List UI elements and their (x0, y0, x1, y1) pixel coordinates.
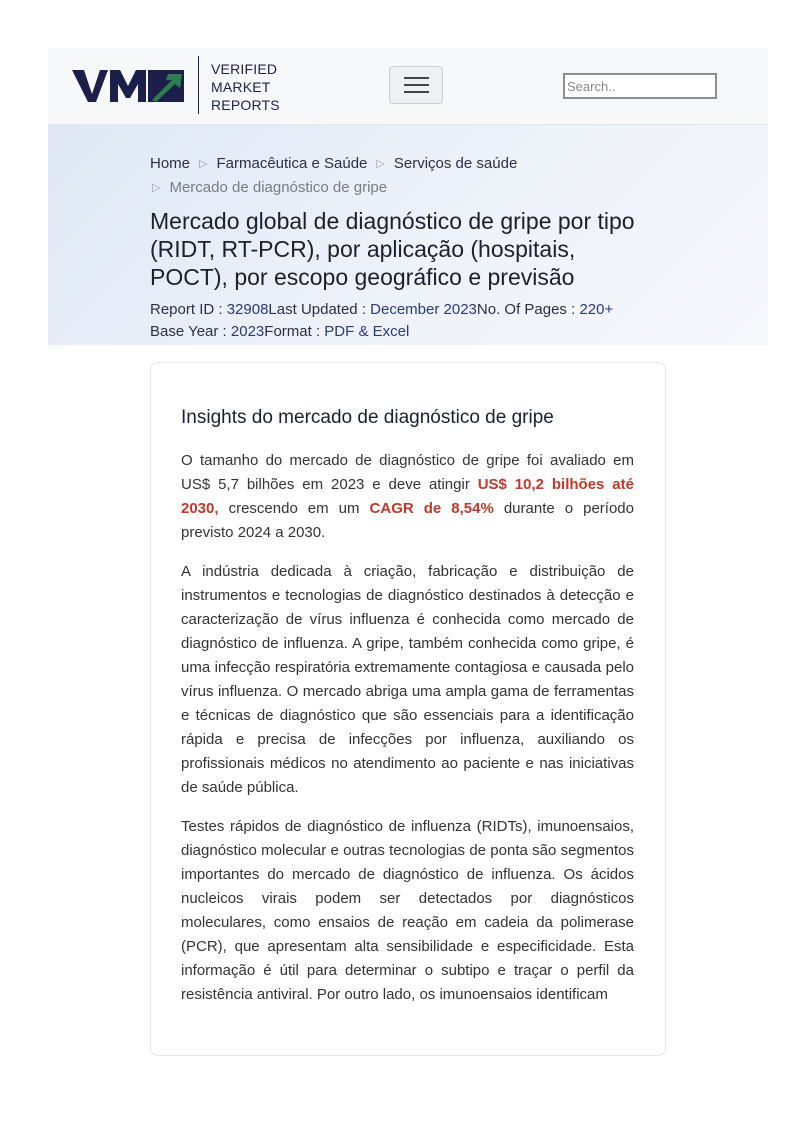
breadcrumb-home-link[interactable]: Home (150, 154, 191, 172)
logo-divider (198, 56, 199, 114)
site-header (48, 48, 768, 125)
brand-name-line1: VERIFIED (211, 61, 278, 77)
breadcrumb-current: Mercado de diagnóstico de gripe (169, 178, 388, 196)
search-input[interactable] (563, 73, 717, 99)
hamburger-icon-bar-bottom (404, 91, 429, 93)
cagr-highlight: CAGR de 8,54% (369, 500, 494, 517)
chevron-right-icon: ▷ (199, 157, 208, 170)
last-updated-label: Last Updated : (268, 301, 371, 318)
insights-paragraph-1 (181, 449, 634, 545)
breadcrumb-pharma-link[interactable]: Farmacêutica e Saúde (216, 154, 368, 172)
insights-p1-text-b: crescendo em um (218, 500, 370, 517)
vmr-logo[interactable] (72, 66, 184, 106)
insights-p1-text-c: durante o período previsto 2024 a 2030. (181, 500, 634, 541)
insights-content (181, 449, 634, 1022)
insights-paragraph-3: Testes rápidos de diagnóstico de influenza (RIDTs), imunoensaios, diagnóstico molecular e outras tecnologias de ponta são segmentos importantes do mercado de diagnóstico de influenza. Os ácidos nucleicos virais podem ser detectados por diagnósticos moleculares, como ensaios de reação em cadeia da polimerase (PCR), que apresentam alta sensibilidade e especificidade. Esta informação é útil para determinar o subtipo e traçar o perfil da resistência antiviral. Por outro lado, os imunoensaios identificam (181, 818, 634, 1003)
format-value: PDF & Excel (324, 323, 410, 340)
menu-toggle-button[interactable] (389, 66, 443, 104)
breadcrumb-health-services-link[interactable]: Serviços de saúde (393, 154, 518, 172)
insights-heading: Insights do mercado de diagnóstico de gripe (181, 407, 554, 428)
format-label: Format : (264, 323, 325, 340)
market-size-highlight: US$ 10,2 bilhões até 2030, (181, 476, 634, 517)
base-year-value: 2023 (230, 323, 265, 340)
report-id-value: 32908 (226, 301, 269, 318)
pages-value: 220+ (579, 301, 614, 318)
hamburger-icon-bar-top (404, 77, 429, 79)
brand-name (211, 60, 280, 114)
chevron-right-icon: ▷ (152, 181, 161, 194)
base-year-label: Base Year : (150, 323, 231, 340)
pages-label: No. Of Pages : (476, 301, 580, 318)
report-hero (48, 125, 768, 345)
report-meta (150, 299, 670, 343)
brand-name-line3: REPORTS (211, 97, 280, 113)
breadcrumb (150, 151, 670, 199)
insights-paragraph-2: A indústria dedicada à criação, fabricação e distribuição de instrumentos e tecnologias de diagnóstico destinados à detecção e caracterização de vírus influenza é conhecida como mercado de diagnóstico de influenza. A gripe, também conhecida como gripe, é uma infecção respiratória extremamente contagiosa e causada pelo vírus influenza. O mercado abriga uma ampla gama de ferramentas e técnicas de diagnóstico que são essenciais para a identificação rápida e precisa de infecções por influenza, auxiliando os profissionais médicos no atendimento ao paciente e nas iniciativas de saúde pública. (181, 563, 634, 796)
chevron-right-icon: ▷ (376, 157, 385, 170)
insights-card (150, 362, 666, 1056)
report-id-label: Report ID : (150, 301, 227, 318)
last-updated-value: December 2023 (370, 301, 477, 318)
insights-p1-text-a: O tamanho do mercado de diagnóstico de gripe foi avaliado em US$ 5,7 bilhões em 2023 e deve atingir (181, 452, 634, 493)
brand-name-line2: MARKET (211, 79, 271, 95)
page-title: Mercado global de diagnóstico de gripe por tipo (RIDT, RT-PCR), por aplicação (hospitais, POCT), por escopo geográfico e previsão (150, 208, 635, 290)
hamburger-icon-bar-middle (404, 84, 429, 86)
